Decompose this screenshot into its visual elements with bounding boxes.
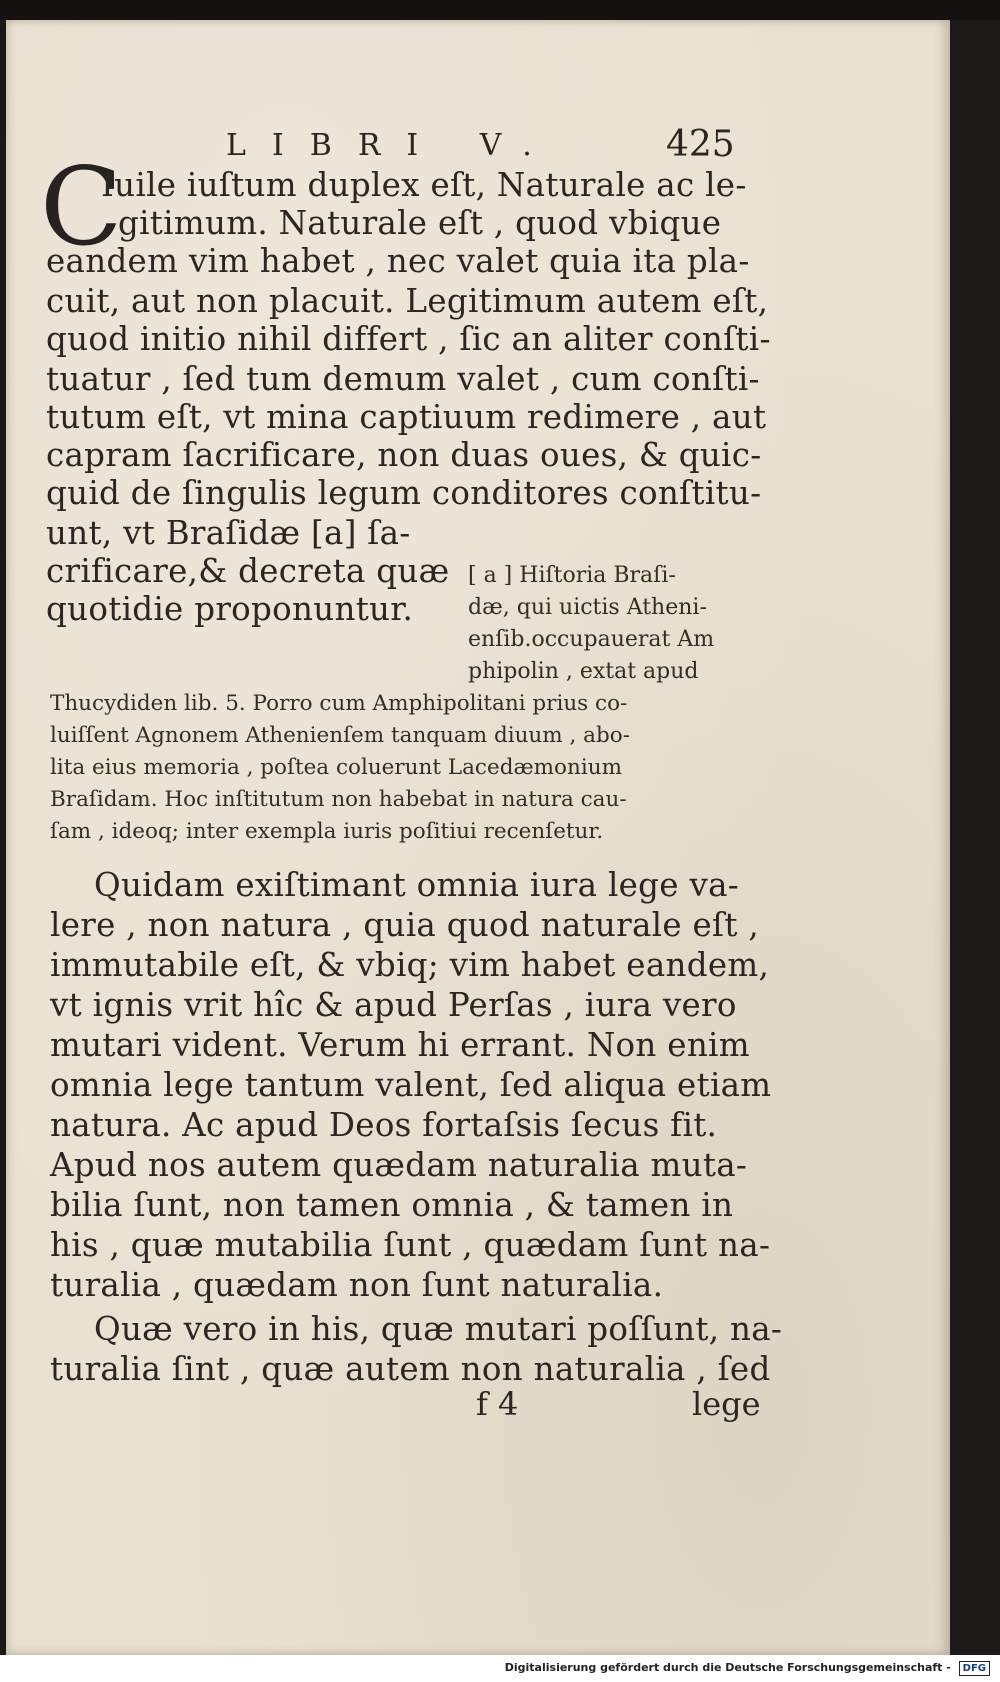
text-line: turalia , quædam non ſunt naturalia.	[50, 1266, 664, 1304]
text-line: omnia lege tantum valent, ſed aliqua etiam	[50, 1066, 772, 1104]
text-line: mutari vident. Verum hi errant. Non enim	[50, 1026, 750, 1064]
credit-text: Digitalisierung gefördert durch die Deutsche Forschungsgemeinschaft -	[504, 1661, 951, 1674]
side-note-line: dæ, qui uictis Atheni-	[468, 595, 707, 620]
text-line: vt ignis vrit hîc & apud Perſas , iura vero	[50, 986, 737, 1024]
text-line: quid de ſingulis legum conditores conſtitu-	[46, 474, 762, 512]
signature-mark: f 4	[476, 1385, 519, 1423]
footnote-line: luiſſent Agnonem Athenienſem tanquam diuum , abo-	[50, 723, 630, 748]
footnote-line: Thucydiden lib. 5. Porro cum Amphipolitani prius co-	[50, 691, 628, 716]
text-line: crificare,& decreta quæ	[46, 552, 450, 590]
footnote-line: lita eius memoria , poſtea coluerunt Lacedæmonium	[50, 755, 622, 780]
text-line: bilia ſunt, non tamen omnia , & tamen in	[50, 1186, 734, 1224]
scan-right-margin	[950, 20, 1000, 1660]
footnote-line: Braſidam. Hoc inſtitutum non habebat in natura cau-	[50, 787, 627, 812]
text-line: lere , non natura , quia quod naturale eſt ,	[50, 906, 759, 944]
footnote-line: ſam , ideoq; inter exempla iuris poſitiui recenſetur.	[50, 819, 604, 844]
digitization-credit	[505, 1661, 990, 1676]
page-number: 425	[666, 124, 735, 165]
running-head: LIBRI V.	[226, 128, 558, 163]
scan-top-margin	[0, 0, 1000, 20]
side-note-line: phipolin , extat apud	[468, 659, 699, 684]
text-line: Iuile iuſtum duplex eſt, Naturale ac le-	[101, 166, 747, 204]
text-line: tuatur , ſed tum demum valet , cum conſti-	[46, 360, 760, 398]
text-line: Quidam exiſtimant omnia iura lege va-	[94, 866, 740, 904]
text-line: quod initio nihil differt , ſic an aliter conſti-	[46, 320, 771, 358]
text-line: Quæ vero in his, quæ mutari poſſunt, na-	[94, 1310, 783, 1348]
text-line: his , quæ mutabilia ſunt , quædam ſunt na-	[50, 1226, 771, 1264]
catchword: lege	[692, 1385, 761, 1423]
text-line: natura. Ac apud Deos fortaſsis ſecus fit.	[50, 1106, 718, 1144]
text-line: quotidie proponuntur.	[46, 590, 414, 628]
text-line: capram ſacrificare, non duas oues, & quic-	[46, 436, 762, 474]
text-line: cuit, aut non placuit. Legitimum autem eſt,	[46, 282, 769, 320]
dfg-logo: DFG	[959, 1661, 990, 1676]
side-note-line: enſib.occupauerat Am	[468, 627, 715, 652]
side-note-line: [ a ] Hiſtoria Braſi-	[468, 563, 676, 588]
book-page	[6, 20, 950, 1655]
text-line: tutum eſt, vt mina captiuum redimere , aut	[46, 398, 767, 436]
text-line: gitimum. Naturale eſt , quod vbique	[118, 204, 722, 242]
drop-cap: C	[40, 145, 123, 270]
text-line: eandem vim habet , nec valet quia ita pla-	[46, 242, 750, 280]
text-line: immutabile eſt, & vbiq; vim habet eandem,	[50, 946, 770, 984]
text-line: Apud nos autem quædam naturalia muta-	[50, 1146, 748, 1184]
text-line: unt, vt Braſidæ [a] ſa-	[46, 514, 411, 552]
text-line: turalia ſint , quæ autem non naturalia , ſed	[50, 1350, 771, 1388]
